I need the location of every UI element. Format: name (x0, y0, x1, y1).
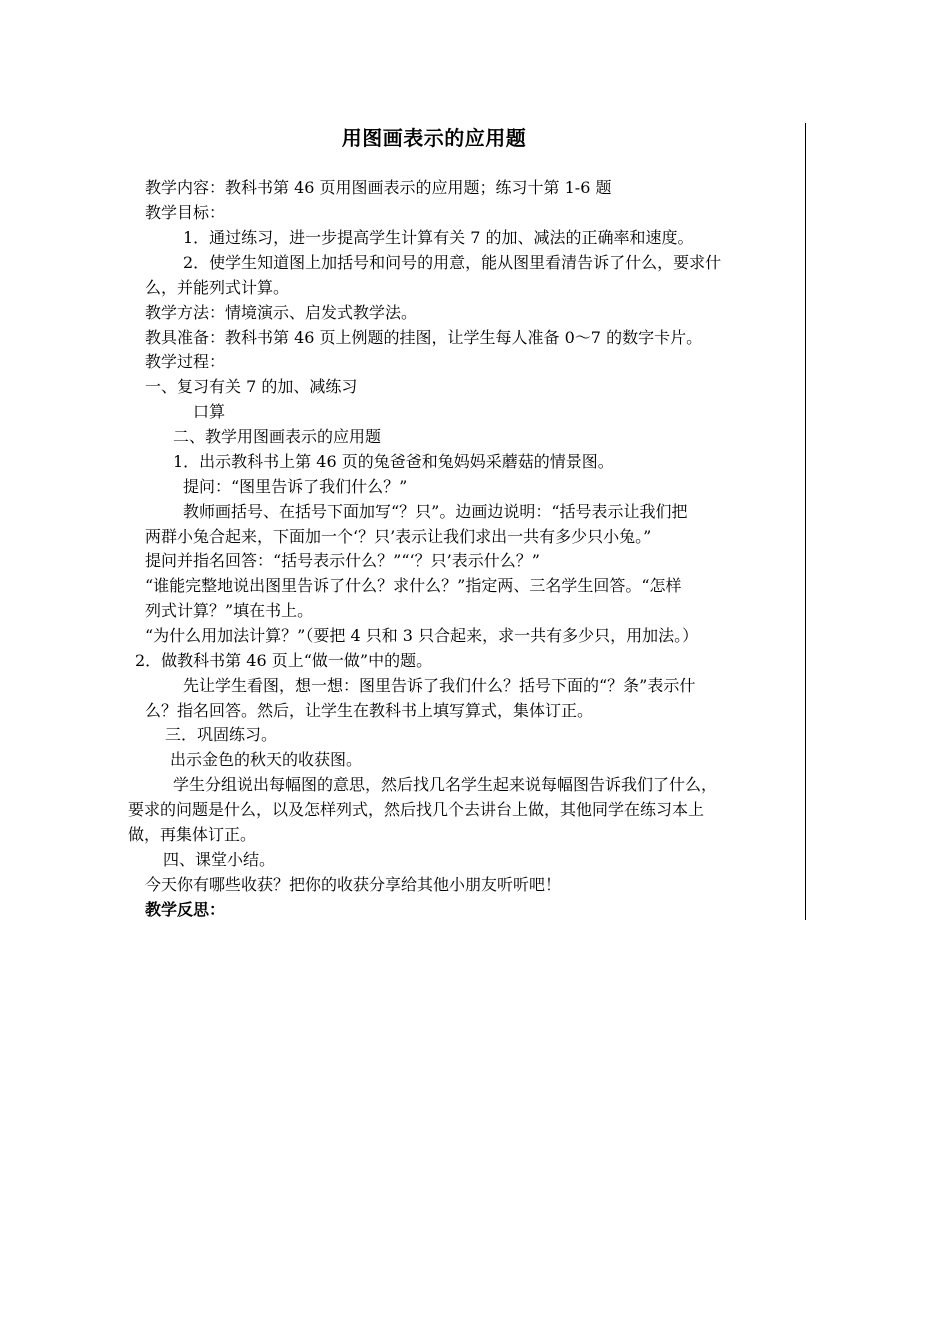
observe-line-2: 么？指名回答。然后，让学生在教科书上填写算式，集体订正。 (145, 701, 594, 720)
group-work-line-1: 学生分组说出每幅图的意思，然后找几名学生起来说每幅图告诉我们了什么， (173, 775, 718, 794)
class-summary-line: 今天你有哪些收获？把你的收获分享给其他小朋友听听吧！ (145, 875, 562, 894)
question-2-line: 提问并指名回答：“括号表示什么？”“‘？只’表示什么？” (145, 551, 540, 570)
teaching-process-heading: 教学过程： (145, 352, 226, 371)
goal-item-2-line-1: 2．使学生知道图上加括号和问号的用意，能从图里看清告诉了什么，要求什 (183, 253, 722, 272)
question-3-line-1: “谁能完整地说出图里告诉了什么？求什么？”指定两、三名学生回答。“怎样 (145, 576, 682, 595)
group-work-line-2: 要求的问题是什么，以及怎样列式，然后找几个去讲台上做，其他同学在练习本上 (128, 800, 705, 819)
section-2-heading: 二、教学用图画表示的应用题 (173, 427, 382, 446)
step-1-line: 1．出示教科书上第 46 页的兔爸爸和兔妈妈采蘑菇的情景图。 (173, 452, 614, 471)
group-work-line-3: 做，再集体订正。 (128, 825, 257, 844)
teaching-content-line: 教学内容：教科书第 46 页用图画表示的应用题；练习十第 1-6 题 (145, 178, 612, 197)
oral-calculation-line: 口算 (193, 402, 226, 421)
page-title: 用图画表示的应用题 (341, 126, 527, 150)
section-1-heading: 一、复习有关 7 的加、减练习 (145, 377, 358, 396)
section-4-heading: 四、课堂小结。 (163, 850, 276, 869)
why-addition-line: “为什么用加法计算？”（要把 4 只和 3 只合起来，求一共有多少只，用加法。） (145, 626, 699, 645)
section-3-heading: 三．巩固练习。 (165, 725, 278, 744)
harvest-picture-line: 出示金色的秋天的收获图。 (170, 750, 363, 769)
teacher-explanation-line-2: 两群小兔合起来，下面加一个‘？只’表示让我们求出一共有多少只小兔。” (145, 527, 652, 546)
question-3-line-2: 列式计算？”填在书上。 (145, 601, 314, 620)
teaching-reflection-heading: 教学反思： (145, 900, 226, 919)
goal-item-1: 1．通过练习，进一步提高学生计算有关 7 的加、减法的正确率和速度。 (183, 228, 694, 247)
teaching-aids-line: 教具准备：教科书第 46 页上例题的挂图，让学生每人准备 0～7 的数字卡片。 (145, 328, 703, 347)
question-1-line: 提问：“图里告诉了我们什么？” (183, 477, 408, 496)
step-2-line: 2．做教科书第 46 页上“做一做”中的题。 (135, 651, 433, 670)
teaching-method-line: 教学方法：情境演示、启发式教学法。 (145, 303, 418, 322)
teaching-goals-heading: 教学目标： (145, 203, 226, 222)
right-border-line (805, 123, 806, 920)
goal-item-2-line-2: 么，并能列式计算。 (145, 278, 290, 297)
observe-line-1: 先让学生看图，想一想：图里告诉了我们什么？括号下面的“？条”表示什 (183, 676, 696, 695)
teacher-explanation-line-1: 教师画括号、在括号下面加写“？只”。边画边说明：“括号表示让我们把 (183, 502, 688, 521)
